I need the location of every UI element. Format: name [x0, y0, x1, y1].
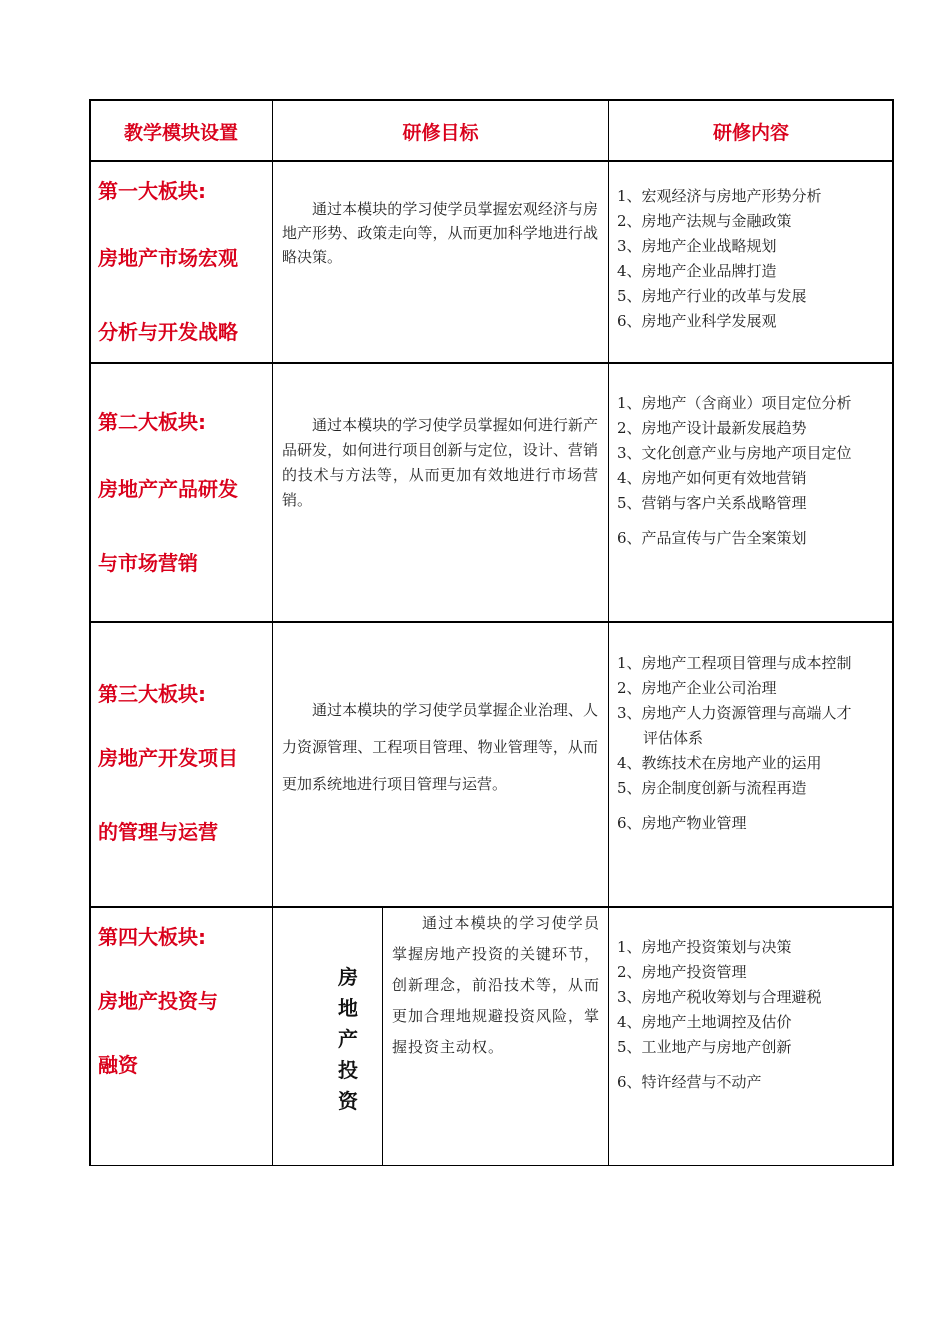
header-content: 研修内容 — [712, 121, 789, 144]
list-item: 5、营销与客户关系战略管理 — [617, 494, 807, 512]
vertical-char: 地 — [338, 996, 358, 1020]
list-item: 1、房地产投资策划与决策 — [617, 938, 792, 956]
module-4-title-line: 第四大板块: — [98, 925, 206, 949]
module-3-title-line: 房地产开发项目 — [98, 746, 238, 770]
list-item: 2、房地产企业公司治理 — [617, 679, 777, 697]
list-item: 4、教练技术在房地产业的运用 — [617, 754, 822, 772]
list-item: 3、房地产人力资源管理与高端人才 — [617, 704, 852, 722]
module-4-goal-text: 通过本模块的学习使学员掌握房地产投资的关键环节，创新理念，前沿技术等，从而更加合理地规避投资风险，掌握投资主动权。 — [392, 914, 601, 1056]
module-3-title-line: 的管理与运营 — [98, 820, 218, 844]
list-item: 2、房地产投资管理 — [617, 963, 747, 981]
vertical-char: 投 — [338, 1058, 358, 1082]
list-item: 1、房地产（含商业）项目定位分析 — [617, 394, 852, 412]
module-2-goal — [282, 413, 598, 513]
module-1-title-line: 房地产市场宏观 — [98, 246, 238, 270]
module-2-title-line: 与市场营销 — [98, 551, 198, 575]
list-item: 4、房地产企业品牌打造 — [617, 262, 777, 280]
list-item: 5、房地产行业的改革与发展 — [617, 287, 807, 305]
module-1-title-line: 分析与开发战略 — [98, 320, 238, 344]
list-item: 5、房企制度创新与流程再造 — [617, 779, 807, 797]
module-3-title-line: 第三大板块: — [98, 682, 206, 706]
col-divider-1 — [272, 100, 273, 1166]
module-2-title-line: 房地产产品研发 — [98, 477, 238, 501]
module-4-vertical-label — [330, 962, 366, 1117]
row-divider-1 — [89, 362, 894, 364]
vertical-char: 资 — [338, 1089, 358, 1113]
module-3-goal — [282, 692, 598, 803]
module-2-title-line: 第二大板块: — [98, 410, 206, 434]
vertical-char: 房 — [338, 965, 358, 989]
module-1-goal — [282, 197, 598, 269]
row-divider-2 — [89, 621, 894, 623]
list-item: 2、房地产设计最新发展趋势 — [617, 419, 807, 437]
list-item: 1、宏观经济与房地产形势分析 — [617, 187, 822, 205]
list-item: 4、房地产如何更有效地营销 — [617, 469, 807, 487]
vertical-char: 产 — [338, 1027, 358, 1051]
list-item: 6、房地产物业管理 — [617, 814, 747, 832]
module-3-goal-text: 通过本模块的学习使学员掌握企业治理、人力资源管理、工程项目管理、物业管理等，从而更加系统地进行项目管理与运营。 — [282, 701, 598, 793]
module-1-title-line: 第一大板块: — [98, 179, 206, 203]
module-1-goal-text: 通过本模块的学习使学员掌握宏观经济与房地产形势、政策走向等，从而更加科学地进行战略决策。 — [282, 200, 598, 266]
list-item: 6、特许经营与不动产 — [617, 1073, 762, 1091]
header-module-setup: 教学模块设置 — [123, 121, 238, 144]
list-item: 6、房地产业科学发展观 — [617, 312, 777, 330]
list-item: 评估体系 — [643, 729, 704, 747]
module-4-title-line: 融资 — [98, 1053, 138, 1077]
list-item: 4、房地产土地调控及估价 — [617, 1013, 792, 1031]
list-item: 3、房地产企业战略规划 — [617, 237, 777, 255]
list-item: 3、文化创意产业与房地产项目定位 — [617, 444, 852, 462]
table-bottom — [89, 1165, 894, 1166]
col-divider-2 — [608, 100, 609, 1166]
col-divider-inner — [382, 907, 383, 1166]
module-4-goal — [392, 908, 600, 1063]
list-item: 2、房地产法规与金融政策 — [617, 212, 792, 230]
list-item: 3、房地产税收筹划与合理避税 — [617, 988, 822, 1006]
module-2-goal-text: 通过本模块的学习使学员掌握如何进行新产品研发，如何进行项目创新与定位，设计、营销的技术与方法等，从而更加有效地进行市场营销。 — [282, 416, 598, 509]
header-objective: 研修目标 — [402, 121, 479, 144]
list-item: 5、工业地产与房地产创新 — [617, 1038, 792, 1056]
module-4-title-line: 房地产投资与 — [98, 989, 218, 1013]
list-item: 1、房地产工程项目管理与成本控制 — [617, 654, 852, 672]
list-item: 6、产品宣传与广告全案策划 — [617, 529, 807, 547]
